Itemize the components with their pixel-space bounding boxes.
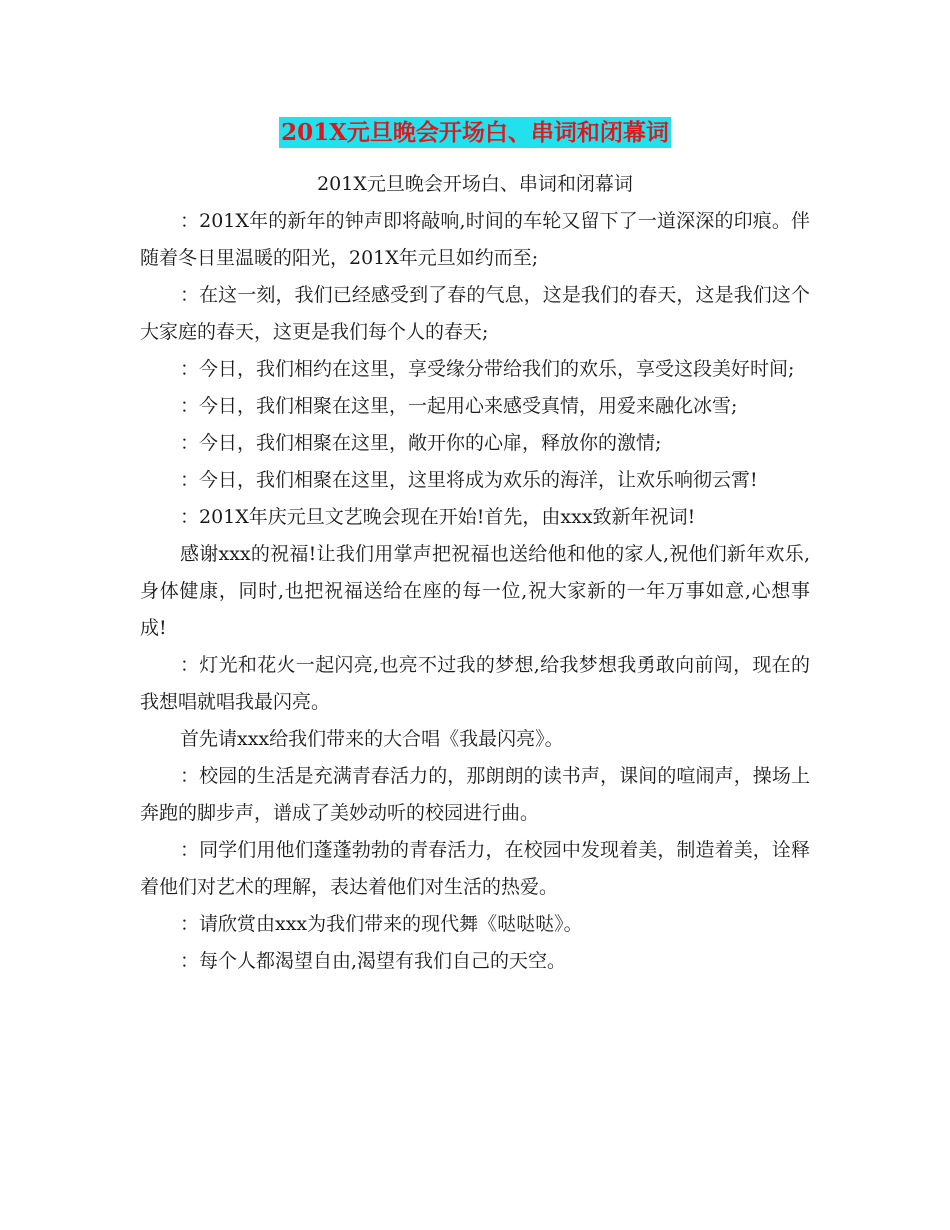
paragraph: 感谢xxx的祝福!让我们用掌声把祝福也送给他和他的家人,祝他们新年欢乐,身体健康，同时,也把祝福送给在座的每一位,祝大家新的一年万事如意,心想事成!: [140, 543, 810, 639]
paragraph: ：201X年的新年的钟声即将敲响,时间的车轮又留下了一道深深的印痕。伴随着冬日里温暖的阳光，201X年元旦如约而至;: [140, 210, 810, 269]
paragraph: ：灯光和花火一起闪亮,也亮不过我的梦想,给我梦想我勇敢向前闯，现在的我想唱就唱我最闪亮。: [140, 654, 810, 713]
paragraph: ：每个人都渴望自由,渴望有我们自己的天空。: [180, 950, 567, 972]
document-body: [140, 166, 810, 980]
paragraph: ：今日，我们相聚在这里，敞开你的心扉，释放你的激情;: [180, 432, 662, 454]
paragraph: ：校园的生活是充满青春活力的，那朗朗的读书声，课间的喧闹声，操场上奔跑的脚步声，谱成了美妙动听的校园进行曲。: [140, 765, 810, 824]
paragraph: ：今日，我们相聚在这里，这里将成为欢乐的海洋，让欢乐响彻云霄!: [180, 469, 758, 491]
paragraph: ：同学们用他们蓬蓬勃勃的青春活力，在校园中发现着美，制造着美，诠释着他们对艺术的理解，表达着他们对生活的热爱。: [140, 839, 810, 898]
document-subtitle: 201X元旦晚会开场白、串词和闭幕词: [317, 173, 633, 195]
paragraph: ：请欣赏由xxx为我们带来的现代舞《哒哒哒》。: [180, 913, 583, 935]
paragraph: ：201X年庆元旦文艺晚会现在开始!首先，由xxx致新年祝词!: [180, 506, 696, 528]
paragraph: ：今日，我们相聚在这里，一起用心来感受真情，用爱来融化冰雪;: [180, 395, 738, 417]
paragraph: 首先请xxx给我们带来的大合唱《我最闪亮》。: [180, 728, 564, 750]
highlighted-heading-text: 201X元旦晚会开场白、串词和闭幕词: [281, 119, 669, 146]
paragraph: ：在这一刻，我们已经感受到了春的气息，这是我们的春天，这是我们这个大家庭的春天，这更是我们每个人的春天;: [140, 284, 810, 343]
paragraph: ：今日，我们相约在这里，享受缘分带给我们的欢乐，享受这段美好时间;: [180, 358, 795, 380]
document-heading: [0, 112, 950, 150]
